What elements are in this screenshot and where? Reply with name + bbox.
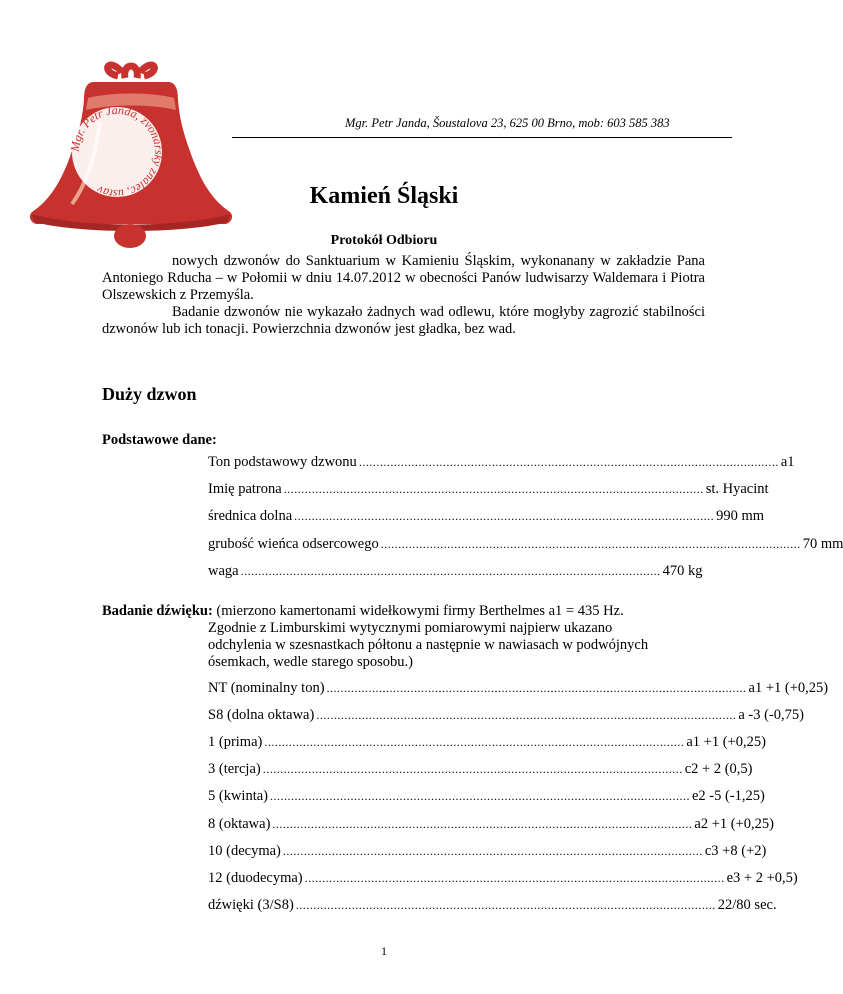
sound-test-description: Zgodnie z Limburskimi wytycznymi pomiarowymi najpierw ukazano odchylenia w szesnastkach półtonu a następnie w nawiasach w podwójnych ósemkach, wedle starego sposobu.) bbox=[208, 620, 649, 670]
sound-data-label: 12 (duodecyma) bbox=[208, 869, 303, 886]
basic-data-label: średnica dolna bbox=[208, 508, 293, 525]
logo-text: Mgr. Petr Janda, zvonařský znalec, ústav bbox=[67, 102, 167, 202]
sound-data-value: e2 -5 (-1,25) bbox=[692, 788, 765, 805]
intro-paragraph-1-text: nowych dzwonów do Sanktuarium w Kamieniu Śląskim, wykonanany w zakładzie Pana Antoniego Rducha – w Połomii w dniu 14.07.2012 w obecności Panów ludwisarzy Waldemara i Piotra Olszewskich z Przemyśla. bbox=[102, 253, 705, 303]
sound-data-row bbox=[208, 815, 774, 833]
basic-data-label: Imię patrona bbox=[208, 481, 282, 498]
basic-data-row bbox=[208, 481, 769, 498]
dot-leader: ........................................................................................................................ bbox=[294, 509, 715, 524]
section-heading: Duży dzwon bbox=[102, 384, 197, 404]
basic-data-row bbox=[208, 535, 843, 553]
sound-data-value: e3 + 2 +0,5) bbox=[726, 869, 798, 886]
sound-data-value: a1 +1 (+0,25) bbox=[748, 680, 829, 696]
sound-test-intro: (mierzono kamertonami widełkowymi firmy Berthelmes a1 = 435 Hz. bbox=[216, 603, 624, 619]
basic-data-value: a1 bbox=[780, 454, 795, 470]
bell-crown bbox=[108, 65, 155, 78]
dot-leader: ........................................................................................................................ bbox=[380, 536, 801, 551]
document-title: Kamień Śląski bbox=[309, 183, 459, 209]
sound-test-line bbox=[102, 603, 624, 620]
basic-data-value: st. Hyacint bbox=[705, 481, 769, 498]
sound-data-row bbox=[208, 680, 829, 697]
dot-leader: ........................................................................................................................ bbox=[295, 897, 716, 912]
dot-leader: ........................................................................................................................ bbox=[283, 482, 704, 497]
basic-data-row bbox=[208, 562, 703, 580]
dot-leader: ........................................................................................................................ bbox=[262, 762, 683, 777]
document-subtitle: Protokół Odbioru bbox=[330, 233, 438, 248]
sound-data-row bbox=[208, 788, 765, 805]
basic-data-value: 990 mm bbox=[716, 508, 765, 525]
dot-leader: ........................................................................................................................ bbox=[304, 870, 725, 885]
page-number: 1 bbox=[381, 944, 387, 958]
sound-data-value: c3 +8 (+2) bbox=[704, 842, 767, 859]
basic-data-value: 70 mm bbox=[802, 535, 843, 552]
sound-data-row bbox=[208, 842, 767, 860]
sound-data-value: a -3 (-0,75) bbox=[738, 707, 804, 724]
sound-data-label: 3 (tercja) bbox=[208, 761, 261, 778]
sound-data-row bbox=[208, 896, 777, 914]
sound-data-label: 1 (prima) bbox=[208, 734, 263, 751]
sound-data-label: S8 (dolna oktawa) bbox=[208, 707, 315, 724]
sound-data-value: 22/80 sec. bbox=[717, 896, 777, 913]
sound-data-label: 8 (oktawa) bbox=[208, 815, 271, 832]
basic-data-row bbox=[208, 454, 795, 471]
intro-paragraph-2 bbox=[102, 304, 705, 338]
sound-test-heading: Badanie dźwięku: bbox=[102, 603, 213, 619]
sound-data-value: a2 +1 (+0,25) bbox=[694, 815, 774, 832]
basic-data-label: Ton podstawowy dzwonu bbox=[208, 454, 357, 470]
dot-leader: ........................................................................................................................ bbox=[326, 681, 747, 695]
sound-data-label: NT (nominalny ton) bbox=[208, 680, 325, 696]
header-divider bbox=[232, 137, 732, 138]
sound-data-label: 10 (decyma) bbox=[208, 842, 281, 859]
sound-data-row bbox=[208, 707, 804, 724]
basic-data-row bbox=[208, 508, 765, 525]
basic-data-label: grubość wieńca odsercowego bbox=[208, 535, 379, 552]
basic-data-heading: Podstawowe dane: bbox=[102, 432, 217, 448]
dot-leader: ........................................................................................................................ bbox=[272, 816, 693, 831]
dot-leader: ........................................................................................................................ bbox=[240, 563, 661, 578]
header-contact: Mgr. Petr Janda, Šoustalova 23, 625 00 Brno, mob: 603 585 383 bbox=[345, 116, 670, 130]
sound-data-value: c2 + 2 (0,5) bbox=[684, 761, 753, 778]
dot-leader: ........................................................................................................................ bbox=[270, 789, 690, 804]
sound-data-row bbox=[208, 734, 766, 751]
sound-data-value: a1 +1 (+0,25) bbox=[686, 734, 766, 751]
basic-data-value: 470 kg bbox=[662, 562, 703, 579]
sound-data-row bbox=[208, 869, 798, 887]
dot-leader: ........................................................................................................................ bbox=[316, 708, 737, 723]
intro-paragraph-2-text: Badanie dzwonów nie wykazało żadnych wad odlewu, które mogłyby zagrozić stabilności dzwonów lub ich tonacji. Powierzchnia dzwonów jest gładka, bez wad. bbox=[102, 304, 705, 337]
dot-leader: ........................................................................................................................ bbox=[358, 455, 779, 469]
dot-leader: ........................................................................................................................ bbox=[282, 843, 703, 858]
sound-data-label: dźwięki (3/S8) bbox=[208, 896, 294, 913]
dot-leader: ........................................................................................................................ bbox=[264, 735, 685, 750]
intro-paragraph-1 bbox=[102, 253, 705, 304]
sound-data-label: 5 (kwinta) bbox=[208, 788, 268, 805]
basic-data-label: waga bbox=[208, 562, 239, 579]
sound-data-row bbox=[208, 761, 753, 778]
